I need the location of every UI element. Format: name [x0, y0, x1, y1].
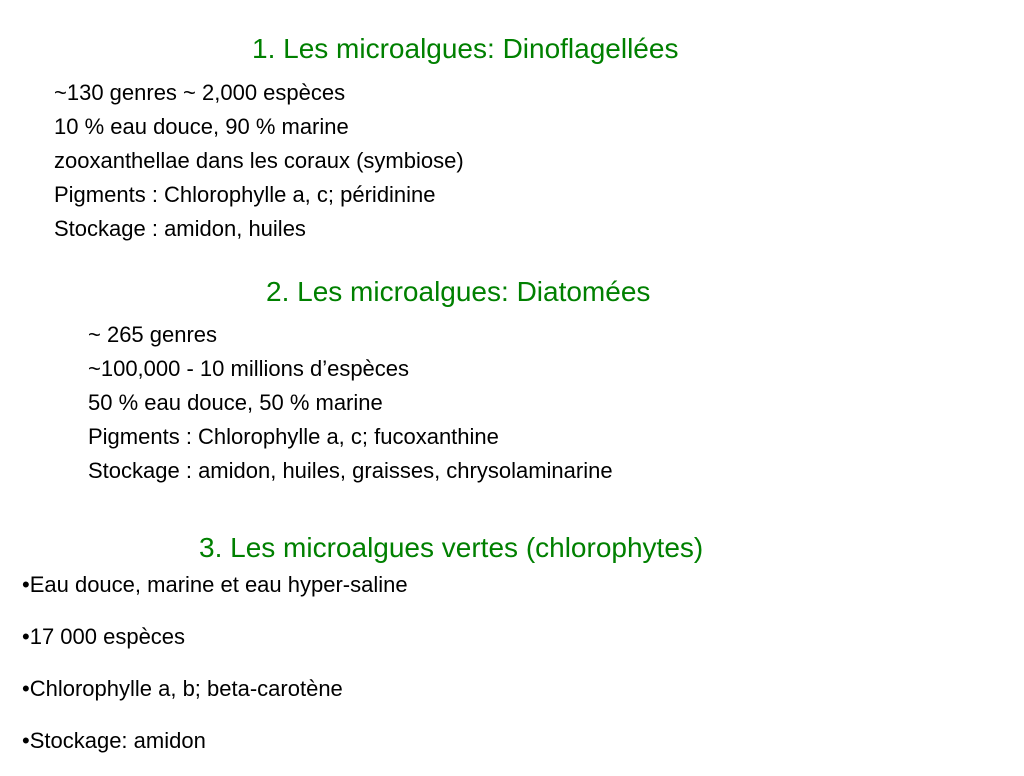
chlorophytes-bullet-list	[22, 568, 408, 776]
diatomees-facts	[88, 318, 613, 488]
dinoflagellees-facts	[54, 76, 464, 246]
fact-line: ~ 265 genres	[88, 322, 218, 347]
bullet-item: • Eau douce, marine et eau hyper-saline	[22, 568, 408, 620]
fact-line: 10 % eau douce, 90 % marine	[54, 114, 349, 139]
bullet-item: • Chlorophylle a, b; beta-carotène	[22, 672, 408, 724]
fact-line: ~100,000 - 10 millions d’espèces	[88, 356, 410, 381]
fact-line: Pigments : Chlorophylle a, c; péridinine	[54, 182, 436, 207]
bullet-item: • Stockage: amidon	[22, 724, 408, 776]
fact-line: 50 % eau douce, 50 % marine	[88, 390, 383, 415]
section-title-dinoflagellees: 1. Les microalgues: Dinoflagellées	[252, 33, 679, 64]
section-title-chlorophytes: 3. Les microalgues vertes (chlorophytes)	[199, 532, 704, 563]
fact-line: Stockage : amidon, huiles	[54, 216, 306, 241]
section-title-diatomees: 2. Les microalgues: Diatomées	[266, 276, 651, 307]
bullet-item: • 17 000 espèces	[22, 620, 408, 672]
fact-line: Pigments : Chlorophylle a, c; fucoxanthine	[88, 424, 499, 449]
fact-line: Stockage : amidon, huiles, graisses, chrysolaminarine	[88, 458, 613, 483]
fact-line: ~130 genres ~ 2,000 espèces	[54, 80, 346, 105]
fact-line: zooxanthellae dans les coraux (symbiose)	[54, 148, 464, 173]
